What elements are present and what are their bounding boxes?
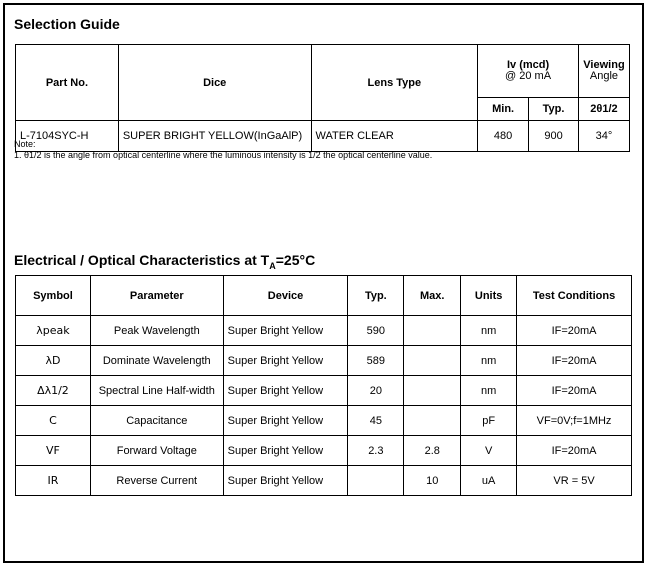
cell-typ — [348, 466, 404, 496]
header-typ: Typ. — [348, 276, 404, 316]
cell-typ: 20 — [348, 376, 404, 406]
header-symbol: Symbol — [16, 276, 91, 316]
cell-parameter: Spectral Line Half-width — [90, 376, 223, 406]
electrical-title-suffix: =25°C — [275, 252, 316, 268]
cell-lens-type: WATER CLEAR — [311, 121, 478, 152]
header-max: Max. — [404, 276, 461, 316]
cell-parameter: Reverse Current — [90, 466, 223, 496]
cell-max — [404, 406, 461, 436]
header-test-conditions: Test Conditions — [517, 276, 632, 316]
cell-symbol: λpeak — [16, 316, 91, 346]
note-label: Note: — [14, 139, 36, 149]
table-row — [16, 466, 632, 496]
cell-parameter: Dominate Wavelength — [90, 346, 223, 376]
header-part-no: Part No. — [16, 45, 119, 121]
cell-units: uA — [461, 466, 517, 496]
header-viewing-angle — [578, 45, 629, 98]
cell-dice: SUPER BRIGHT YELLOW(InGaAlP) — [118, 121, 311, 152]
header-theta: 2θ1/2 — [578, 98, 629, 121]
cell-typ: 900 — [529, 121, 579, 152]
cell-units: nm — [461, 316, 517, 346]
header-iv — [478, 45, 579, 98]
cell-parameter: Capacitance — [90, 406, 223, 436]
cell-part-no: L-7104SYC-H — [16, 121, 119, 152]
header-iv-line2: @ 20 mA — [505, 70, 552, 82]
table-row — [16, 316, 632, 346]
header-viewing-line1: Viewing — [583, 59, 625, 71]
cell-device: Super Bright Yellow — [223, 376, 348, 406]
cell-typ: 589 — [348, 346, 404, 376]
cell-units: nm — [461, 346, 517, 376]
header-units: Units — [461, 276, 517, 316]
cell-condition: IF=20mA — [517, 376, 632, 406]
cell-device: Super Bright Yellow — [223, 346, 348, 376]
table-row — [16, 346, 632, 376]
cell-typ: 2.3 — [348, 436, 404, 466]
cell-device: Super Bright Yellow — [223, 316, 348, 346]
cell-symbol: λD — [16, 346, 91, 376]
cell-max: 2.8 — [404, 436, 461, 466]
electrical-title — [14, 252, 315, 271]
cell-angle: 34° — [578, 121, 629, 152]
cell-max — [404, 316, 461, 346]
cell-parameter: Peak Wavelength — [90, 316, 223, 346]
table-row — [16, 406, 632, 436]
note-text: 1. θ1/2 is the angle from optical centerline where the luminous intensity is 1/2 the optical centerline value. — [14, 150, 433, 160]
header-dice: Dice — [118, 45, 311, 121]
header-parameter: Parameter — [90, 276, 223, 316]
cell-parameter: Forward Voltage — [90, 436, 223, 466]
table-row — [16, 436, 632, 466]
electrical-title-prefix: Electrical / Optical Characteristics at T — [14, 252, 270, 268]
cell-symbol: Δλ1/2 — [16, 376, 91, 406]
selection-guide-title: Selection Guide — [14, 16, 120, 32]
cell-typ: 590 — [348, 316, 404, 346]
cell-condition: IF=20mA — [517, 316, 632, 346]
cell-device: Super Bright Yellow — [223, 466, 348, 496]
cell-condition: IF=20mA — [517, 346, 632, 376]
cell-typ: 45 — [348, 406, 404, 436]
cell-device: Super Bright Yellow — [223, 436, 348, 466]
cell-device: Super Bright Yellow — [223, 406, 348, 436]
cell-max — [404, 376, 461, 406]
header-iv-line1: Iv (mcd) — [506, 59, 550, 71]
table-row — [16, 376, 632, 406]
cell-condition: VF=0V;f=1MHz — [517, 406, 632, 436]
electrical-table — [15, 275, 632, 496]
header-typ: Typ. — [529, 98, 579, 121]
cell-symbol: C — [16, 406, 91, 436]
cell-max: 10 — [404, 466, 461, 496]
cell-units: V — [461, 436, 517, 466]
header-device: Device — [223, 276, 348, 316]
cell-units: nm — [461, 376, 517, 406]
electrical-title-sub: A — [269, 260, 276, 271]
cell-condition: VR = 5V — [517, 466, 632, 496]
header-lens-type: Lens Type — [311, 45, 478, 121]
cell-symbol: IR — [16, 466, 91, 496]
cell-min: 480 — [478, 121, 529, 152]
header-min: Min. — [478, 98, 529, 121]
cell-condition: IF=20mA — [517, 436, 632, 466]
cell-units: pF — [461, 406, 517, 436]
selection-guide-table — [15, 44, 630, 152]
header-viewing-line2: Angle — [589, 70, 619, 82]
note — [14, 139, 432, 161]
cell-max — [404, 346, 461, 376]
cell-symbol: VF — [16, 436, 91, 466]
